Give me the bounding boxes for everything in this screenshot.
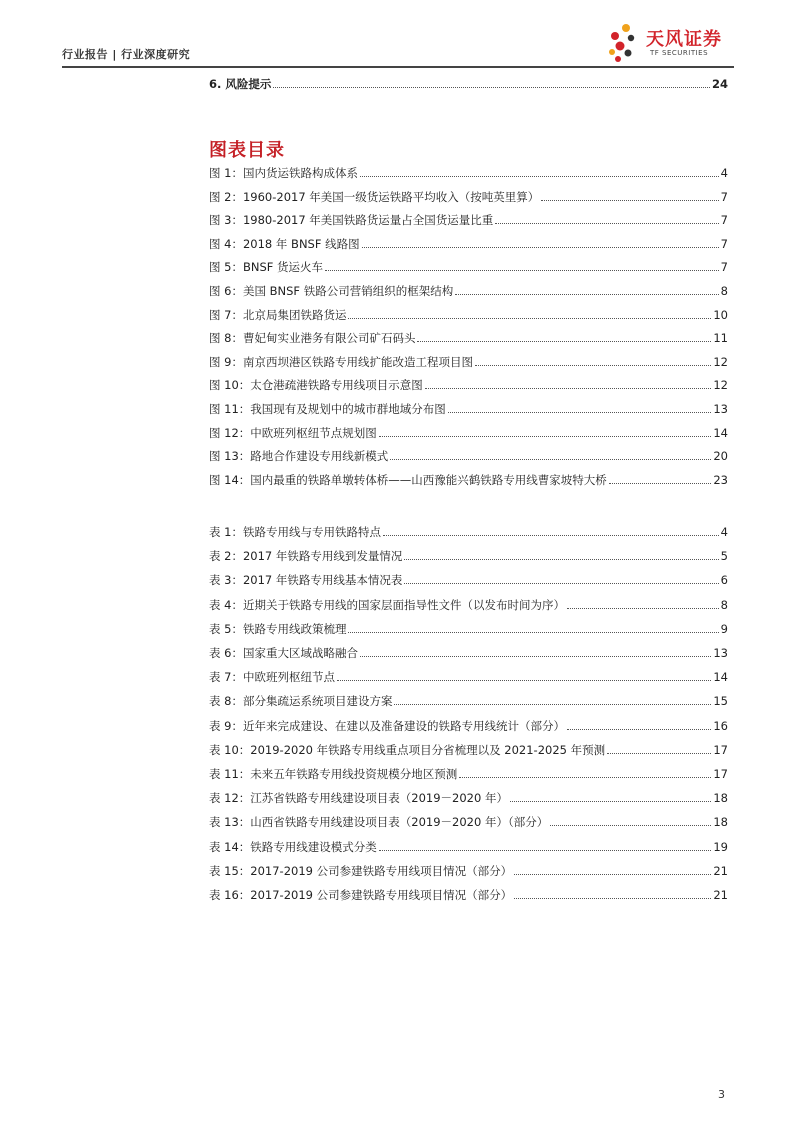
- leader-dots: [379, 436, 712, 437]
- leader-dots: [514, 898, 711, 899]
- toc-entry-page: 18: [713, 815, 728, 830]
- toc-entry-label: 表 13：山西省铁路专用线建设项目表（2019－2020 年）（部分）: [209, 815, 549, 830]
- toc-entry-page: 18: [713, 791, 728, 806]
- report-category: 行业报告 | 行业深度研究: [62, 48, 191, 61]
- toc-entry-label: 图 4：2018 年 BNSF 线路图: [209, 236, 360, 251]
- logo-mark-icon: [604, 22, 642, 64]
- page-header: [62, 29, 734, 68]
- toc-entry-label: 图 6：美国 BNSF 铁路公司营销组织的框架结构: [209, 284, 454, 298]
- figure-entry-3[interactable]: [209, 210, 728, 228]
- table-entry-12[interactable]: [209, 788, 728, 806]
- toc-entry-label: 表 11：未来五年铁路专用线投资规模分地区预测: [209, 767, 458, 781]
- table-entry-11[interactable]: [209, 764, 728, 782]
- toc-entry-page: 14: [713, 425, 728, 440]
- toc-entry-label: 图 9：南京西坝港区铁路专用线扩能改造工程项目图: [209, 354, 473, 369]
- toc-entry-page: 13: [713, 646, 728, 660]
- toc-entry-label: 表 2：2017 年铁路专用线到发量情况: [209, 549, 403, 564]
- table-entry-2[interactable]: [209, 546, 728, 564]
- toc-entry-page: 8: [720, 284, 728, 298]
- leader-dots: [379, 850, 712, 851]
- company-logo: [604, 22, 734, 64]
- toc-entry-page: 9: [720, 621, 728, 636]
- leader-dots: [567, 608, 719, 609]
- toc-entry-page: 6: [720, 573, 728, 588]
- toc-entry-label: 表 9：近年来完成建设、在建以及准备建设的铁路专用线统计（部分）: [209, 718, 565, 733]
- toc-entry-label: 表 8：部分集疏运系统项目建设方案: [209, 694, 393, 709]
- leader-dots: [273, 87, 710, 88]
- toc-entry-page: 7: [720, 213, 728, 228]
- toc-entry-label: 图 7：北京局集团铁路货运: [209, 307, 347, 322]
- logo-subtitle: TF SECURITIES: [650, 49, 709, 57]
- header-divider: [62, 66, 734, 68]
- toc-entry-page: 7: [720, 236, 728, 251]
- toc-entry-label: 表 12：江苏省铁路专用线建设项目表（2019－2020 年）: [209, 791, 508, 806]
- toc-entry-page: 17: [713, 742, 728, 757]
- toc-entry-label: 表 4：近期关于铁路专用线的国家层面指导性文件（以发布时间为序）: [209, 597, 565, 612]
- leader-dots: [404, 583, 718, 584]
- toc-entry-page: 20: [713, 449, 728, 464]
- leader-dots: [362, 247, 719, 248]
- toc-entry-page: 4: [720, 166, 728, 180]
- table-entry-1[interactable]: [209, 522, 728, 540]
- leader-dots: [337, 680, 711, 681]
- toc-entry-label: 表 15：2017-2019 公司参建铁路专用线项目情况（部分）: [209, 863, 513, 878]
- leader-dots: [541, 200, 718, 201]
- figure-entry-10[interactable]: [209, 375, 728, 393]
- leader-dots: [448, 412, 712, 413]
- leader-dots: [394, 704, 711, 705]
- leader-dots: [475, 365, 711, 366]
- figure-entry-14[interactable]: [209, 470, 728, 488]
- figure-entry-4[interactable]: [209, 234, 728, 252]
- logo-name: 天风证券: [646, 29, 722, 50]
- toc-entry-page: 21: [713, 863, 728, 878]
- toc-entry-label: 表 1：铁路专用线与专用铁路特点: [209, 525, 381, 539]
- leader-dots: [607, 753, 711, 754]
- toc-entry-page: 12: [713, 378, 728, 393]
- toc-entry-page: 5: [720, 549, 728, 564]
- table-entry-9[interactable]: [209, 716, 728, 734]
- toc-entry-page: 13: [713, 402, 728, 416]
- leader-dots: [455, 294, 718, 295]
- table-entry-3[interactable]: [209, 570, 728, 588]
- toc-entry-page: 4: [720, 525, 728, 539]
- leader-dots: [360, 176, 719, 177]
- leader-dots: [609, 483, 712, 484]
- table-entry-13[interactable]: [209, 812, 728, 830]
- table-entry-10[interactable]: [209, 740, 728, 758]
- toc-entry-page: 16: [713, 718, 728, 733]
- table-entry-16[interactable]: [209, 885, 728, 903]
- toc-entry-label: 图 13：路地合作建设专用线新模式: [209, 449, 389, 464]
- figure-entry-5[interactable]: [209, 257, 728, 275]
- toc-entry-label: 表 5：铁路专用线政策梳理: [209, 621, 347, 636]
- toc-entry-page: 7: [720, 189, 728, 204]
- toc-entry-label: 表 3：2017 年铁路专用线基本情况表: [209, 573, 403, 588]
- toc-entry-page: 11: [713, 331, 728, 346]
- toc-entry-page: 23: [713, 472, 728, 487]
- section-title: 图表目录: [209, 140, 285, 161]
- table-entry-6[interactable]: [209, 643, 728, 661]
- page-number: 3: [718, 1088, 725, 1101]
- toc-entry-label: 图 14：国内最重的铁路单墩转体桥——山西豫能兴鹤铁路专用线曹家坡特大桥: [209, 472, 607, 487]
- toc-entry-label: 图 2：1960-2017 年美国一级货运铁路平均收入（按吨英里算）: [209, 189, 540, 204]
- toc-entry-label: 6. 风险提示: [209, 77, 272, 91]
- toc-entry-label: 表 7：中欧班列枢纽节点: [209, 670, 335, 685]
- leader-dots: [495, 223, 718, 224]
- figure-entry-2[interactable]: [209, 187, 728, 205]
- leader-dots: [550, 825, 711, 826]
- table-entry-4[interactable]: [209, 595, 728, 613]
- table-entry-5[interactable]: [209, 619, 728, 637]
- toc-entry-label: 图 12：中欧班列枢纽节点规划图: [209, 425, 377, 440]
- figure-entry-6[interactable]: [209, 281, 728, 299]
- toc-entry-page: 15: [713, 694, 728, 709]
- toc-entry-label: 表 16：2017-2019 公司参建铁路专用线项目情况（部分）: [209, 888, 513, 902]
- figure-entry-13[interactable]: [209, 446, 728, 464]
- toc-entry-label: 图 11：我国现有及规划中的城市群地域分布图: [209, 402, 446, 416]
- leader-dots: [425, 388, 712, 389]
- toc-entry-risk[interactable]: [209, 74, 728, 92]
- toc-entry-page: 19: [713, 839, 728, 854]
- toc-entry-page: 8: [720, 597, 728, 612]
- toc-entry-page: 10: [713, 307, 728, 322]
- leader-dots: [325, 270, 719, 271]
- toc-entry-page: 24: [711, 77, 728, 91]
- leader-dots: [567, 729, 711, 730]
- toc-entry-label: 表 10：2019-2020 年铁路专用线重点项目分省梳理以及 2021-2025 年预测: [209, 742, 606, 757]
- leader-dots: [383, 535, 719, 536]
- toc-entry-page: 7: [720, 260, 728, 275]
- toc-entry-label: 图 3：1980-2017 年美国铁路货运量占全国货运量比重: [209, 213, 494, 228]
- leader-dots: [510, 801, 711, 802]
- toc-entry-page: 12: [713, 354, 728, 369]
- leader-dots: [348, 632, 718, 633]
- table-entry-7[interactable]: [209, 667, 728, 685]
- toc-entry-page: 14: [713, 670, 728, 685]
- toc-entry-label: 表 6：国家重大区域战略融合: [209, 646, 358, 660]
- toc-entry-label: 图 5：BNSF 货运火车: [209, 260, 324, 275]
- leader-dots: [360, 656, 711, 657]
- toc-entry-label: 表 14：铁路专用线建设模式分类: [209, 839, 377, 854]
- table-entry-14[interactable]: [209, 837, 728, 855]
- toc-entry-label: 图 8：曹妃甸实业港务有限公司矿石码头: [209, 331, 416, 346]
- figure-entry-11[interactable]: [209, 399, 728, 417]
- leader-dots: [404, 559, 718, 560]
- leader-dots: [390, 459, 711, 460]
- toc-entry-label: 图 10：太仓港疏港铁路专用线项目示意图: [209, 378, 423, 393]
- leader-dots: [348, 318, 711, 319]
- table-entry-8[interactable]: [209, 691, 728, 709]
- figure-entry-1[interactable]: [209, 163, 728, 181]
- toc-entry-page: 17: [713, 767, 728, 781]
- figure-entry-8[interactable]: [209, 328, 728, 346]
- figure-entry-9[interactable]: [209, 352, 728, 370]
- toc-entry-label: 图 1：国内货运铁路构成体系: [209, 166, 358, 180]
- toc-entry-page: 21: [713, 888, 728, 902]
- leader-dots: [459, 777, 711, 778]
- leader-dots: [417, 341, 711, 342]
- figure-entry-7[interactable]: [209, 305, 728, 323]
- figure-entry-12[interactable]: [209, 423, 728, 441]
- leader-dots: [514, 874, 711, 875]
- table-entry-15[interactable]: [209, 861, 728, 879]
